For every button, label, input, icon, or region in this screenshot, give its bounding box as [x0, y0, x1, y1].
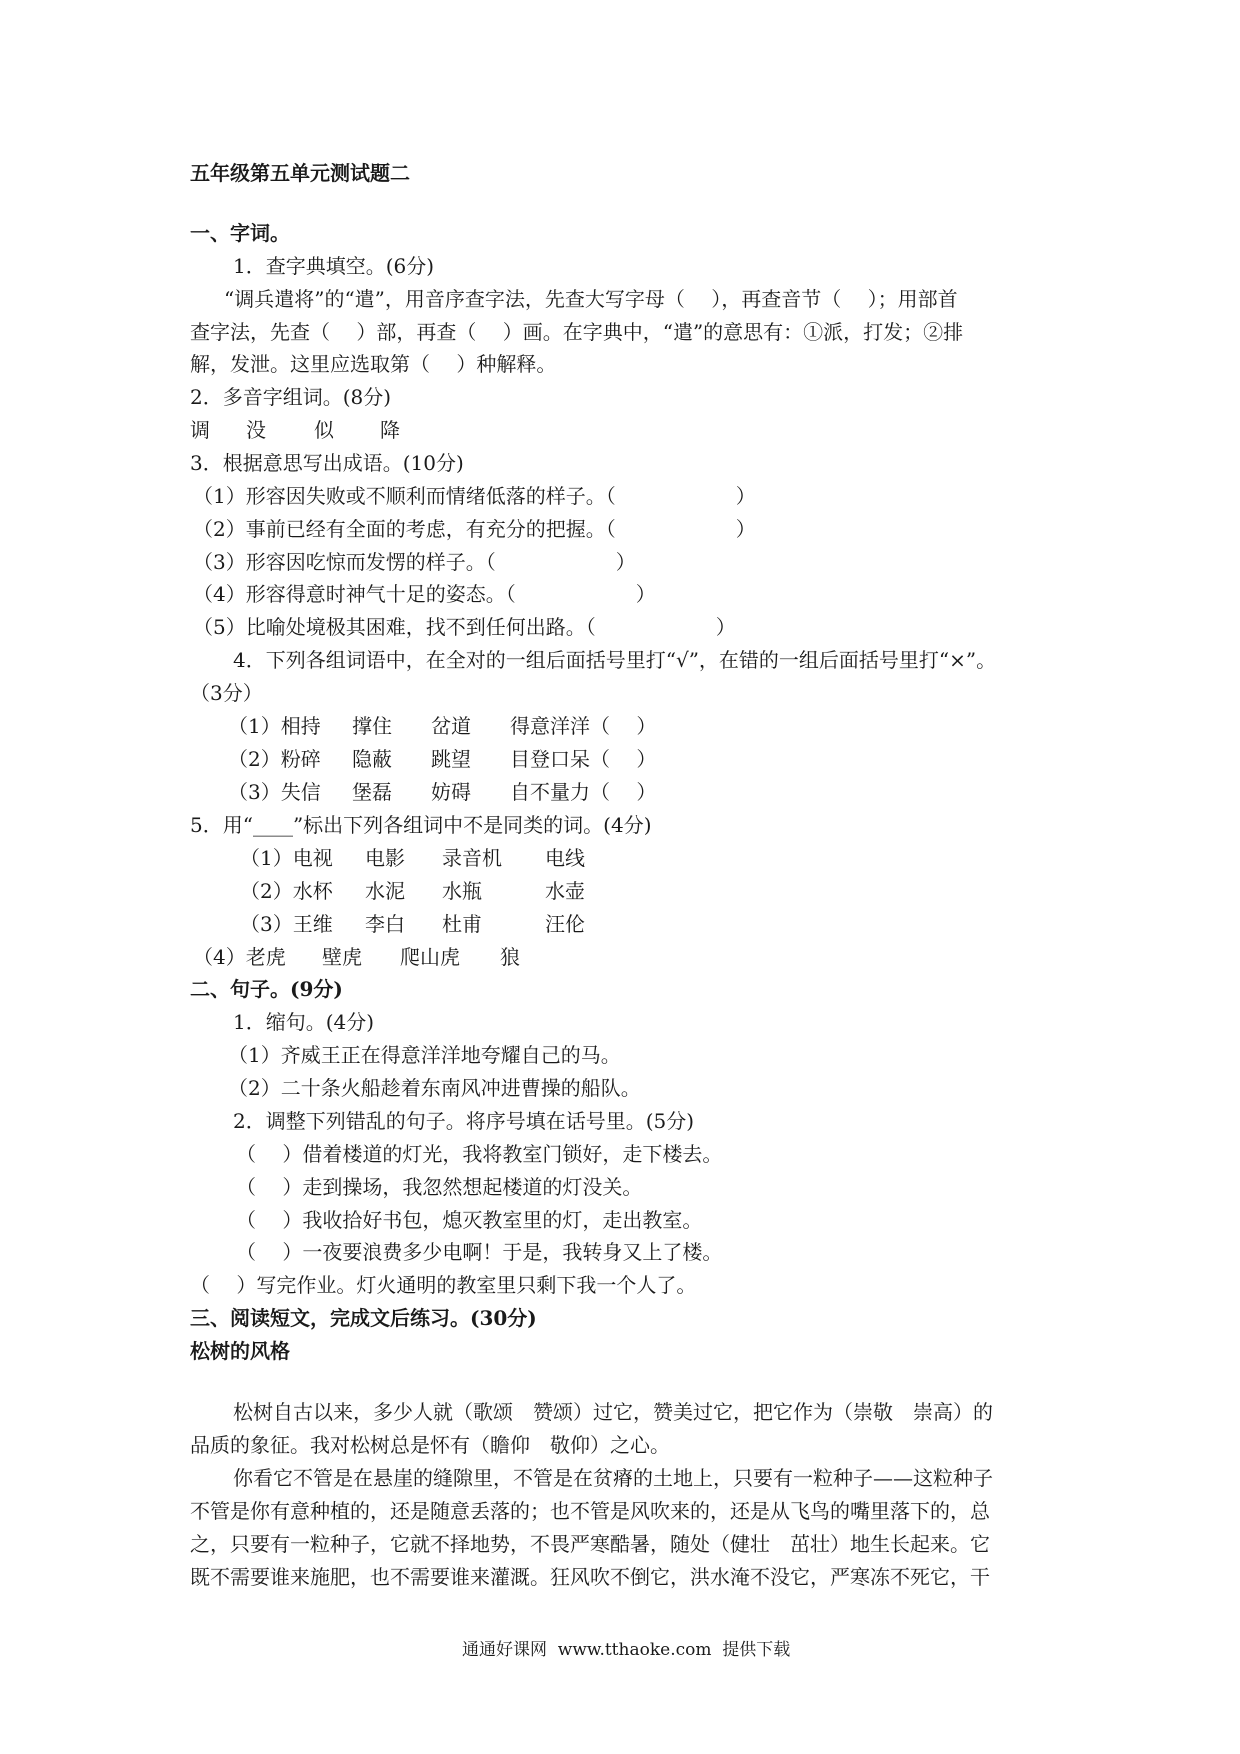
q4-word: 跳望	[431, 747, 471, 771]
passage-line: 你看它不管是在悬崖的缝隙里，不管是在贫瘠的土地上，只要有一粒种子——这粒种子	[233, 1466, 993, 1490]
q3-item: （3）形容因吃惊而发愣的样子。（ ）	[193, 550, 636, 574]
s2-q1-title: 1．缩句。(4分)	[233, 1010, 375, 1034]
page-footer: 通通好课网 www.tthaoke.com 提供下载	[462, 1640, 791, 1660]
q5-word: 电线	[545, 846, 585, 870]
q3-item: （1）形容因失败或不顺利而情绪低落的样子。（ ）	[193, 484, 756, 508]
q4-word: （1）相持	[228, 714, 321, 738]
s2-q1-item: （2）二十条火船趁着东南风冲进曹操的船队。	[228, 1076, 641, 1100]
q4-word: 堡磊	[352, 780, 392, 804]
q5-word: 汪伦	[545, 912, 585, 936]
q5-title: 5．用“____”标出下列各组词中不是同类的词。(4分)	[190, 813, 652, 837]
q4-word: 撑住	[352, 714, 392, 738]
q5-word: 录音机	[442, 846, 502, 870]
q3-item: （2）事前已经有全面的考虑，有充分的把握。（ ）	[193, 517, 756, 541]
q4-word: （3）失信	[228, 780, 321, 804]
q5-word: 水瓶	[442, 879, 482, 903]
s2-q2-item: （ ）我收拾好书包，熄灭教室里的灯，走出教室。	[236, 1208, 703, 1232]
q5-word: 李白	[365, 912, 405, 936]
passage-line: 品质的象征。我对松树总是怀有（瞻仰 敬仰）之心。	[190, 1433, 670, 1457]
q3-item: （5）比喻处境极其困难，找不到任何出路。（ ）	[193, 615, 736, 639]
section2-heading: 二、句子。(9分)	[190, 977, 343, 1001]
q4-word: 隐蔽	[352, 747, 392, 771]
q1-line-2: 查字法，先查（ ）部，再查（ ）画。在字典中，“遣”的意思有：①派，打发；②排	[190, 320, 964, 344]
q5-word: 壁虎	[322, 945, 362, 969]
passage-line: 不管是你有意种植的，还是随意丢落的；也不管是风吹来的，还是从飞鸟的嘴里落下的，总	[190, 1499, 990, 1523]
q5-word: 爬山虎	[400, 945, 460, 969]
q2-title: 2．多音字组词。(8分)	[190, 385, 392, 409]
q4-word: （2）粉碎	[228, 747, 321, 771]
q1-title: 1．查字典填空。(6分)	[233, 254, 435, 278]
q4-word: 岔道	[431, 714, 471, 738]
q5-word: 水泥	[365, 879, 405, 903]
passage-title: 松树的风格	[190, 1339, 290, 1363]
passage-line: 之，只要有一粒种子，它就不择地势，不畏严寒酷暑，随处（健壮 茁壮）地生长起来。它	[190, 1532, 990, 1556]
q2-word: 似	[314, 418, 334, 442]
q5-word: （4）老虎	[193, 945, 286, 969]
q4-word: 妨碍	[431, 780, 471, 804]
passage-line: 既不需要谁来施肥，也不需要谁来灌溉。狂风吹不倒它，洪水淹不没它，严寒冻不死它，干	[190, 1565, 990, 1589]
q4-word: 自不量力（ ）	[510, 780, 657, 804]
q5-word: （1）电视	[240, 846, 333, 870]
q5-word: （3）王维	[240, 912, 333, 936]
s2-q2-item: （ ）一夜要浪费多少电啊！于是，我转身又上了楼。	[236, 1240, 723, 1264]
s2-q2-item: （ ）借着楼道的灯光，我将教室门锁好，走下楼去。	[236, 1142, 723, 1166]
q2-word: 降	[380, 418, 400, 442]
q1-line-1: “调兵遣将”的“遣”，用音序查字法，先查大写字母（ ），再查音节（ ）；用部首	[224, 287, 958, 311]
document-title: 五年级第五单元测试题二	[190, 161, 410, 185]
q3-title: 3．根据意思写出成语。(10分)	[190, 451, 464, 475]
q2-word: 没	[246, 418, 266, 442]
s2-q2-item: （ ）走到操场，我忽然想起楼道的灯没关。	[236, 1175, 643, 1199]
s2-q2-item: （ ）写完作业。灯火通明的教室里只剩下我一个人了。	[190, 1273, 697, 1297]
section3-heading: 三、阅读短文，完成文后练习。(30分)	[190, 1306, 537, 1330]
s2-q2-title: 2．调整下列错乱的句子。将序号填在话号里。(5分)	[233, 1109, 695, 1133]
q2-word: 调	[190, 418, 210, 442]
q4-points: （3分）	[190, 681, 263, 705]
q4-title: 4．下列各组词语中，在全对的一组后面括号里打“√”，在错的一组后面括号里打“×”。	[233, 648, 997, 672]
section1-heading: 一、字词。	[190, 221, 290, 245]
q5-word: 狼	[500, 945, 520, 969]
q5-word: 水壶	[545, 879, 585, 903]
q3-item: （4）形容得意时神气十足的姿态。（ ）	[193, 582, 656, 606]
s2-q1-item: （1）齐威王正在得意洋洋地夸耀自己的马。	[228, 1043, 621, 1067]
q4-word: 目登口呆（ ）	[510, 747, 657, 771]
passage-line: 松树自古以来，多少人就（歌颂 赞颂）过它，赞美过它，把它作为（崇敬 崇高）的	[233, 1400, 993, 1424]
q5-word: 杜甫	[442, 912, 482, 936]
q5-word: 电影	[365, 846, 405, 870]
q5-word: （2）水杯	[240, 879, 333, 903]
q1-line-3: 解，发泄。这里应选取第（ ）种解释。	[190, 352, 557, 376]
q4-word: 得意洋洋（ ）	[510, 714, 657, 738]
